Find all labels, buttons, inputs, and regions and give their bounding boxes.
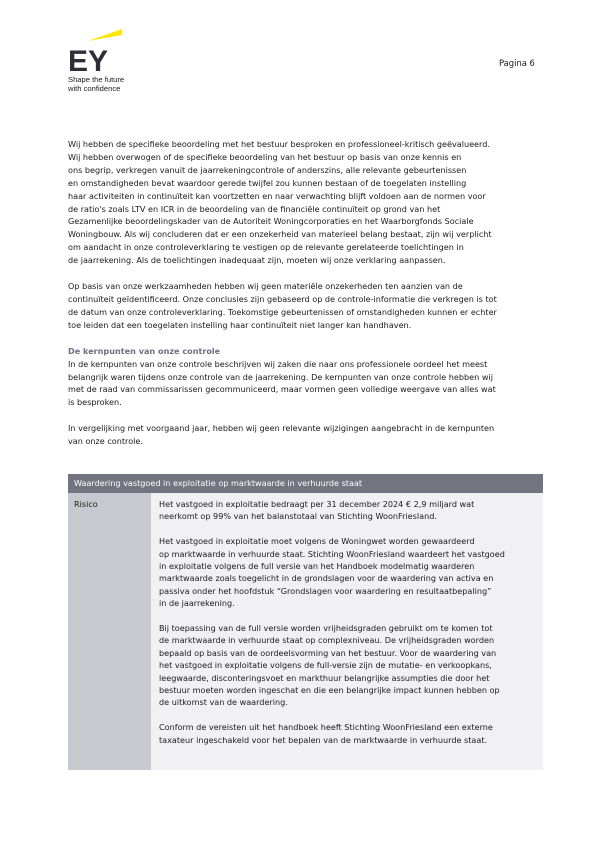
text-line: continuïteit geïdentificeerd. Onze conclusies zijn gebaseerd op de controle-informatie die verkregen is tot xyxy=(68,293,497,304)
text-line: de datum van onze controleverklaring. Toekomstige gebeurtenissen of omstandigheden kunnen er echter xyxy=(68,306,497,317)
tagline-line: Shape the future xyxy=(68,75,125,84)
text-line: het vastgoed in exploitatie volgens de full-versie zijn de mutatie- en verkoopkans, xyxy=(159,660,492,671)
paragraph-continuity-assessment xyxy=(68,138,543,267)
text-line: Woningbouw. Als wij concluderen dat er een onzekerheid van materieel belang bestaat, zijn wij verplicht xyxy=(68,229,492,240)
text-line: van onze controle. xyxy=(68,436,143,447)
text-line: ons begrip, verkregen vanuit de jaarrekeningcontrole of anderszins, alle relevante gebeurtenissen xyxy=(68,164,467,175)
text-line: In de kernpunten van onze controle beschrijven wij zaken die naar ons professionele oordeel het meest xyxy=(68,358,488,369)
risk-paragraph xyxy=(159,622,543,709)
paragraph-continuity-conclusion xyxy=(68,280,543,332)
row-description xyxy=(151,493,543,770)
ey-logo-icon xyxy=(68,27,126,73)
key-audit-matter-table xyxy=(68,474,543,770)
text-line: Wij hebben overwogen of de specifieke beoordeling van het bestuur op basis van onze kennis en xyxy=(68,151,462,162)
page-number: Pagina 6 xyxy=(499,58,535,68)
text-line: bepaald op basis van de oordeelsvorming van het bestuur. Voor de waardering van xyxy=(159,647,497,658)
text-line: Wij hebben de specifieke beoordeling met het bestuur besproken en professioneel-kritisch geëvalueerd. xyxy=(68,139,490,149)
text-line: de marktwaarde in verhuurde staat op complexniveau. De vrijheidsgraden worden xyxy=(159,635,495,646)
risk-paragraph xyxy=(159,498,543,523)
text-line: toe leiden dat een toegelaten instelling haar continuïteit niet langer kan handhaven. xyxy=(68,319,412,330)
text-line: om aandacht in onze controleverklaring te vestigen op de relevante gerelateerde toelichtingen in xyxy=(68,242,464,253)
table-title: Waardering vastgoed in exploitatie op marktwaarde in verhuurde staat xyxy=(68,474,543,493)
body-content xyxy=(68,138,543,448)
text-line: in de jaarrekening. xyxy=(159,598,235,609)
section-heading: De kernpunten van onze controle xyxy=(68,345,221,356)
risk-paragraph xyxy=(159,535,543,609)
text-line: is besproken. xyxy=(68,397,122,408)
text-line: passiva onder het hoofdstuk “Grondslagen voor waardering en resultaatbepaling” xyxy=(159,585,492,596)
risk-paragraph xyxy=(159,721,543,746)
paragraph-key-audit-matters xyxy=(68,358,543,410)
text-line: bestuur moeten worden ingeschat en die een belangrijke impact kunnen hebben op xyxy=(159,685,500,696)
text-line: haar activiteiten in continuïteit kan voortzetten en naar verwachting blijft voldoen aan de normen voor xyxy=(68,190,486,201)
row-label: Risico xyxy=(68,493,151,770)
text-line: Het vastgoed in exploitatie bedraagt per 31 december 2024 € 2,9 miljard wat xyxy=(159,499,475,509)
ey-logo xyxy=(68,27,148,93)
text-line: neerkomt op 99% van het balanstotaal van Stichting WoonFriesland. xyxy=(159,511,437,522)
tagline-line: with confidence xyxy=(68,84,121,93)
text-line: In vergelijking met voorgaand jaar, hebben wij geen relevante wijzigingen aangebracht in de kernpunten xyxy=(68,423,495,434)
text-line: met de raad van commissarissen gecommuniceerd, maar vormen geen volledige weergave van alles wat xyxy=(68,384,496,395)
text-line: Bij toepassing van de full versie worden vrijheidsgraden gebruikt om te komen tot xyxy=(159,623,493,634)
logo-text: EY xyxy=(68,45,109,73)
table-row xyxy=(68,493,543,770)
text-line: de uitkomst van de waardering. xyxy=(159,697,288,708)
text-line: Op basis van onze werkzaamheden hebben wij geen materiële onzekerheden ten aanzien van de xyxy=(68,281,463,292)
text-line: belangrijk waren tijdens onze controle van de jaarrekening. De kernpunten van onze controle hebben wij xyxy=(68,371,493,382)
text-line: marktwaarde zoals toegelicht in de grondslagen voor de waardering van activa en xyxy=(159,573,494,584)
text-line: leegwaarde, disconteringsvoet en markthuur belangrijke assumpties die door het xyxy=(159,672,490,683)
yellow-beam xyxy=(88,29,122,41)
paragraph-comparison-prior-year xyxy=(68,422,543,448)
text-line: Het vastgoed in exploitatie moet volgens de Woningwet worden gewaardeerd xyxy=(159,536,475,547)
text-line: taxateur ingeschakeld voor het bepalen van de marktwaarde in verhuurde staat. xyxy=(159,734,488,745)
text-line: en omstandigheden bevat waardoor gerede twijfel zou kunnen bestaan of de toegelaten instelling xyxy=(68,177,467,188)
tagline xyxy=(68,75,148,93)
text-line: Conform de vereisten uit het handboek heeft Stichting WoonFriesland een externe xyxy=(159,722,493,733)
text-line: in exploitatie volgens de full versie van het Handboek modelmatig waarderen xyxy=(159,561,475,572)
text-line: Gezamenlijke beoordelingskader van de Autoriteit Woningcorporaties en het Waarborgfonds Sociale xyxy=(68,216,474,227)
text-line: op marktwaarde in verhuurde staat. Stichting WoonFriesland waardeert het vastgoed xyxy=(159,548,505,559)
text-line: de ratio's zoals LTV en ICR in de beoordeling van de financiële continuïteit op grond van het xyxy=(68,203,441,214)
text-line: de jaarrekening. Als de toelichtingen inadequaat zijn, moeten wij onze verklaring aanpassen. xyxy=(68,255,446,266)
